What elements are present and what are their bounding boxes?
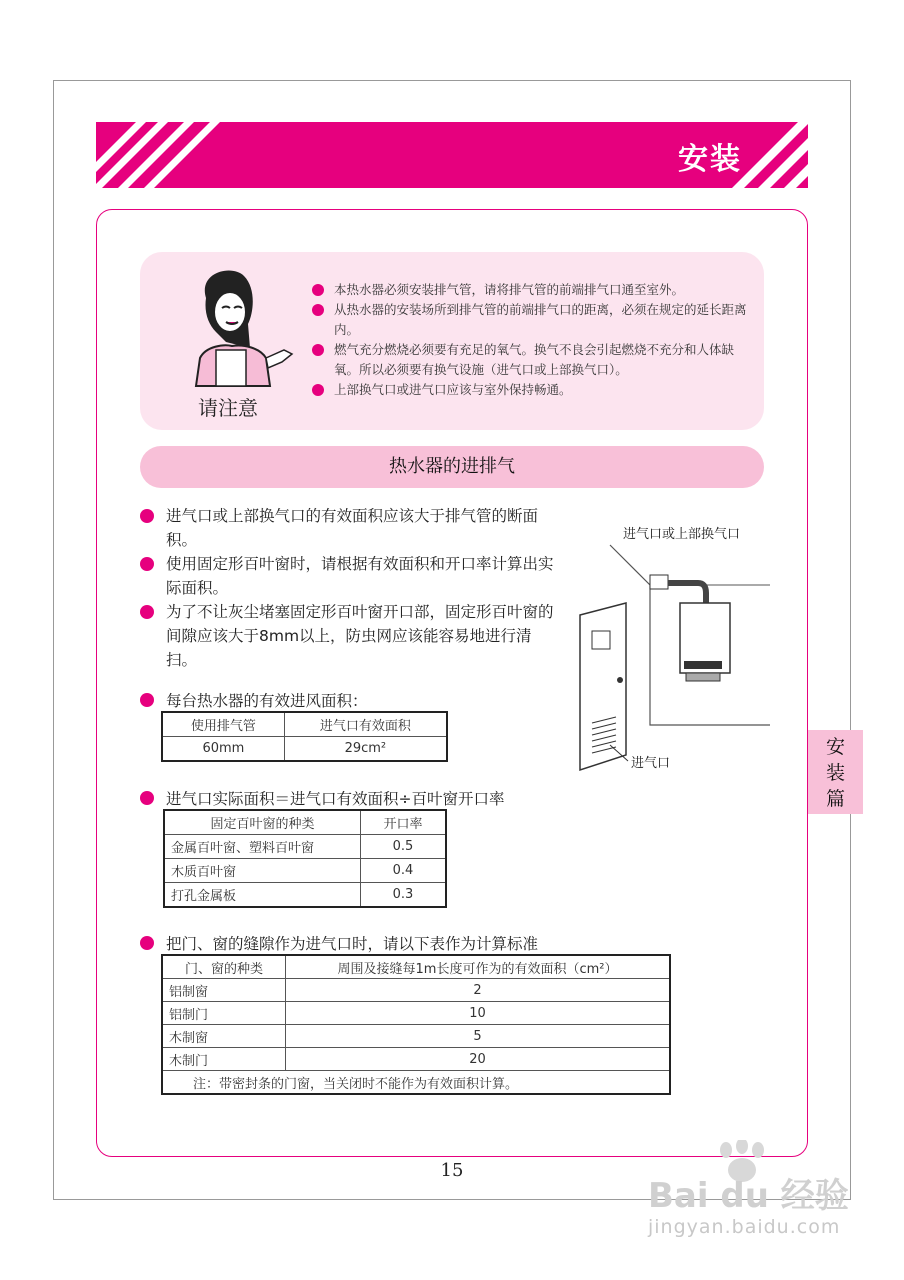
table-row: [162, 1048, 670, 1071]
table-header-cell: 进气口有效面积: [284, 712, 447, 737]
page-title: 安装: [678, 142, 742, 177]
bullet-icon: [140, 605, 154, 619]
bullet-icon: [140, 791, 154, 805]
table-cell: 铝制窗: [162, 979, 286, 1002]
page-number: 15: [440, 1160, 464, 1181]
title-bar: [96, 122, 808, 188]
table-header-row: [162, 712, 447, 737]
ventilation-bullets: [140, 504, 560, 672]
table-header-cell: 门、窗的种类: [162, 955, 286, 979]
table1-label: 每台热水器的有效进风面积：: [140, 689, 368, 711]
table-cell: 0.3: [361, 883, 447, 908]
bullet-icon: [312, 304, 324, 316]
list-item: 为了不让灰尘堵塞固定形百叶窗开口部，固定形百叶窗的间隙应该大于8mm以上，防虫网应该能容易地进行清扫。: [140, 600, 560, 672]
watermark-url: jingyan.baidu.com: [648, 1216, 841, 1238]
table-row: [164, 859, 446, 883]
table-row: [162, 979, 670, 1002]
table-cell: 10: [286, 1002, 671, 1025]
bottom-vent-label: 进气口: [631, 756, 671, 771]
table-header-row: [162, 955, 670, 979]
table-row: [162, 1002, 670, 1025]
woman-illustration-icon: [176, 262, 296, 390]
side-tab: 安 装 篇: [808, 730, 863, 814]
effective-area-table: [161, 711, 448, 762]
table-row: [162, 1025, 670, 1048]
list-item: 燃气充分燃烧必须要有充足的氧气。换气不良会引起燃烧不充分和人体缺氧。所以必须要有换气设施（进气口或上部换气口）。: [312, 340, 752, 380]
table-cell: 0.5: [361, 835, 447, 859]
list-item: 使用固定形百叶窗时，请根据有效面积和开口率计算出实际面积。: [140, 552, 560, 600]
table-header-cell: 周围及接缝每1m长度可作为的有效面积（cm²）: [286, 955, 671, 979]
bullet-icon: [140, 557, 154, 571]
table-header-cell: 使用排气管: [162, 712, 284, 737]
bullet-icon: [140, 693, 154, 707]
watermark-brand: Bai du 经验: [648, 1176, 849, 1216]
list-item: 从热水器的安装场所到排气管的前端排气口的距离，必须在规定的延长距离内。: [312, 300, 752, 340]
bullet-icon: [312, 384, 324, 396]
table-cell: 木制窗: [162, 1025, 286, 1048]
list-item: 本热水器必须安装排气管，请将排气管的前端排气口通至室外。: [312, 280, 752, 300]
caution-label: 请注意: [198, 396, 258, 420]
list-item: 上部换气口或进气口应该与室外保持畅通。: [312, 380, 752, 400]
table-cell: 打孔金属板: [164, 883, 361, 908]
table-cell: 0.4: [361, 859, 447, 883]
table-cell: 2: [286, 979, 671, 1002]
table-row: [164, 883, 446, 908]
table-cell: 5: [286, 1025, 671, 1048]
bullet-icon: [140, 936, 154, 950]
section-title: 热水器的进排气: [140, 446, 764, 488]
table-cell: 铝制门: [162, 1002, 286, 1025]
table-cell: 木质百叶窗: [164, 859, 361, 883]
table2-label: 进气口实际面积＝进气口有效面积÷百叶窗开口率: [140, 787, 505, 809]
table-cell: 金属百叶窗、塑料百叶窗: [164, 835, 361, 859]
table-note: 注：带密封条的门窗，当关闭时不能作为有效面积计算。: [162, 1071, 670, 1095]
top-vent-label: 进气口或上部换气口: [623, 527, 741, 542]
table-header-cell: 开口率: [361, 810, 447, 835]
bullet-icon: [140, 509, 154, 523]
table-row: [164, 835, 446, 859]
table3-label: 把门、窗的缝隙作为进气口时，请以下表作为计算标准: [140, 932, 538, 954]
table-cell: 木制门: [162, 1048, 286, 1071]
table-note-row: [162, 1071, 670, 1095]
louver-ratio-table: [163, 809, 447, 908]
table-cell: 29cm²: [284, 737, 447, 762]
list-item: 进气口或上部换气口的有效面积应该大于排气管的断面积。: [140, 504, 560, 552]
table-header-row: [164, 810, 446, 835]
bullet-icon: [312, 284, 324, 296]
gap-area-table: [161, 954, 671, 1095]
table-row: [162, 737, 447, 762]
table-cell: 20: [286, 1048, 671, 1071]
table-header-cell: 固定百叶窗的种类: [164, 810, 361, 835]
caution-list: [312, 280, 752, 400]
table-cell: 60mm: [162, 737, 284, 762]
bullet-icon: [312, 344, 324, 356]
